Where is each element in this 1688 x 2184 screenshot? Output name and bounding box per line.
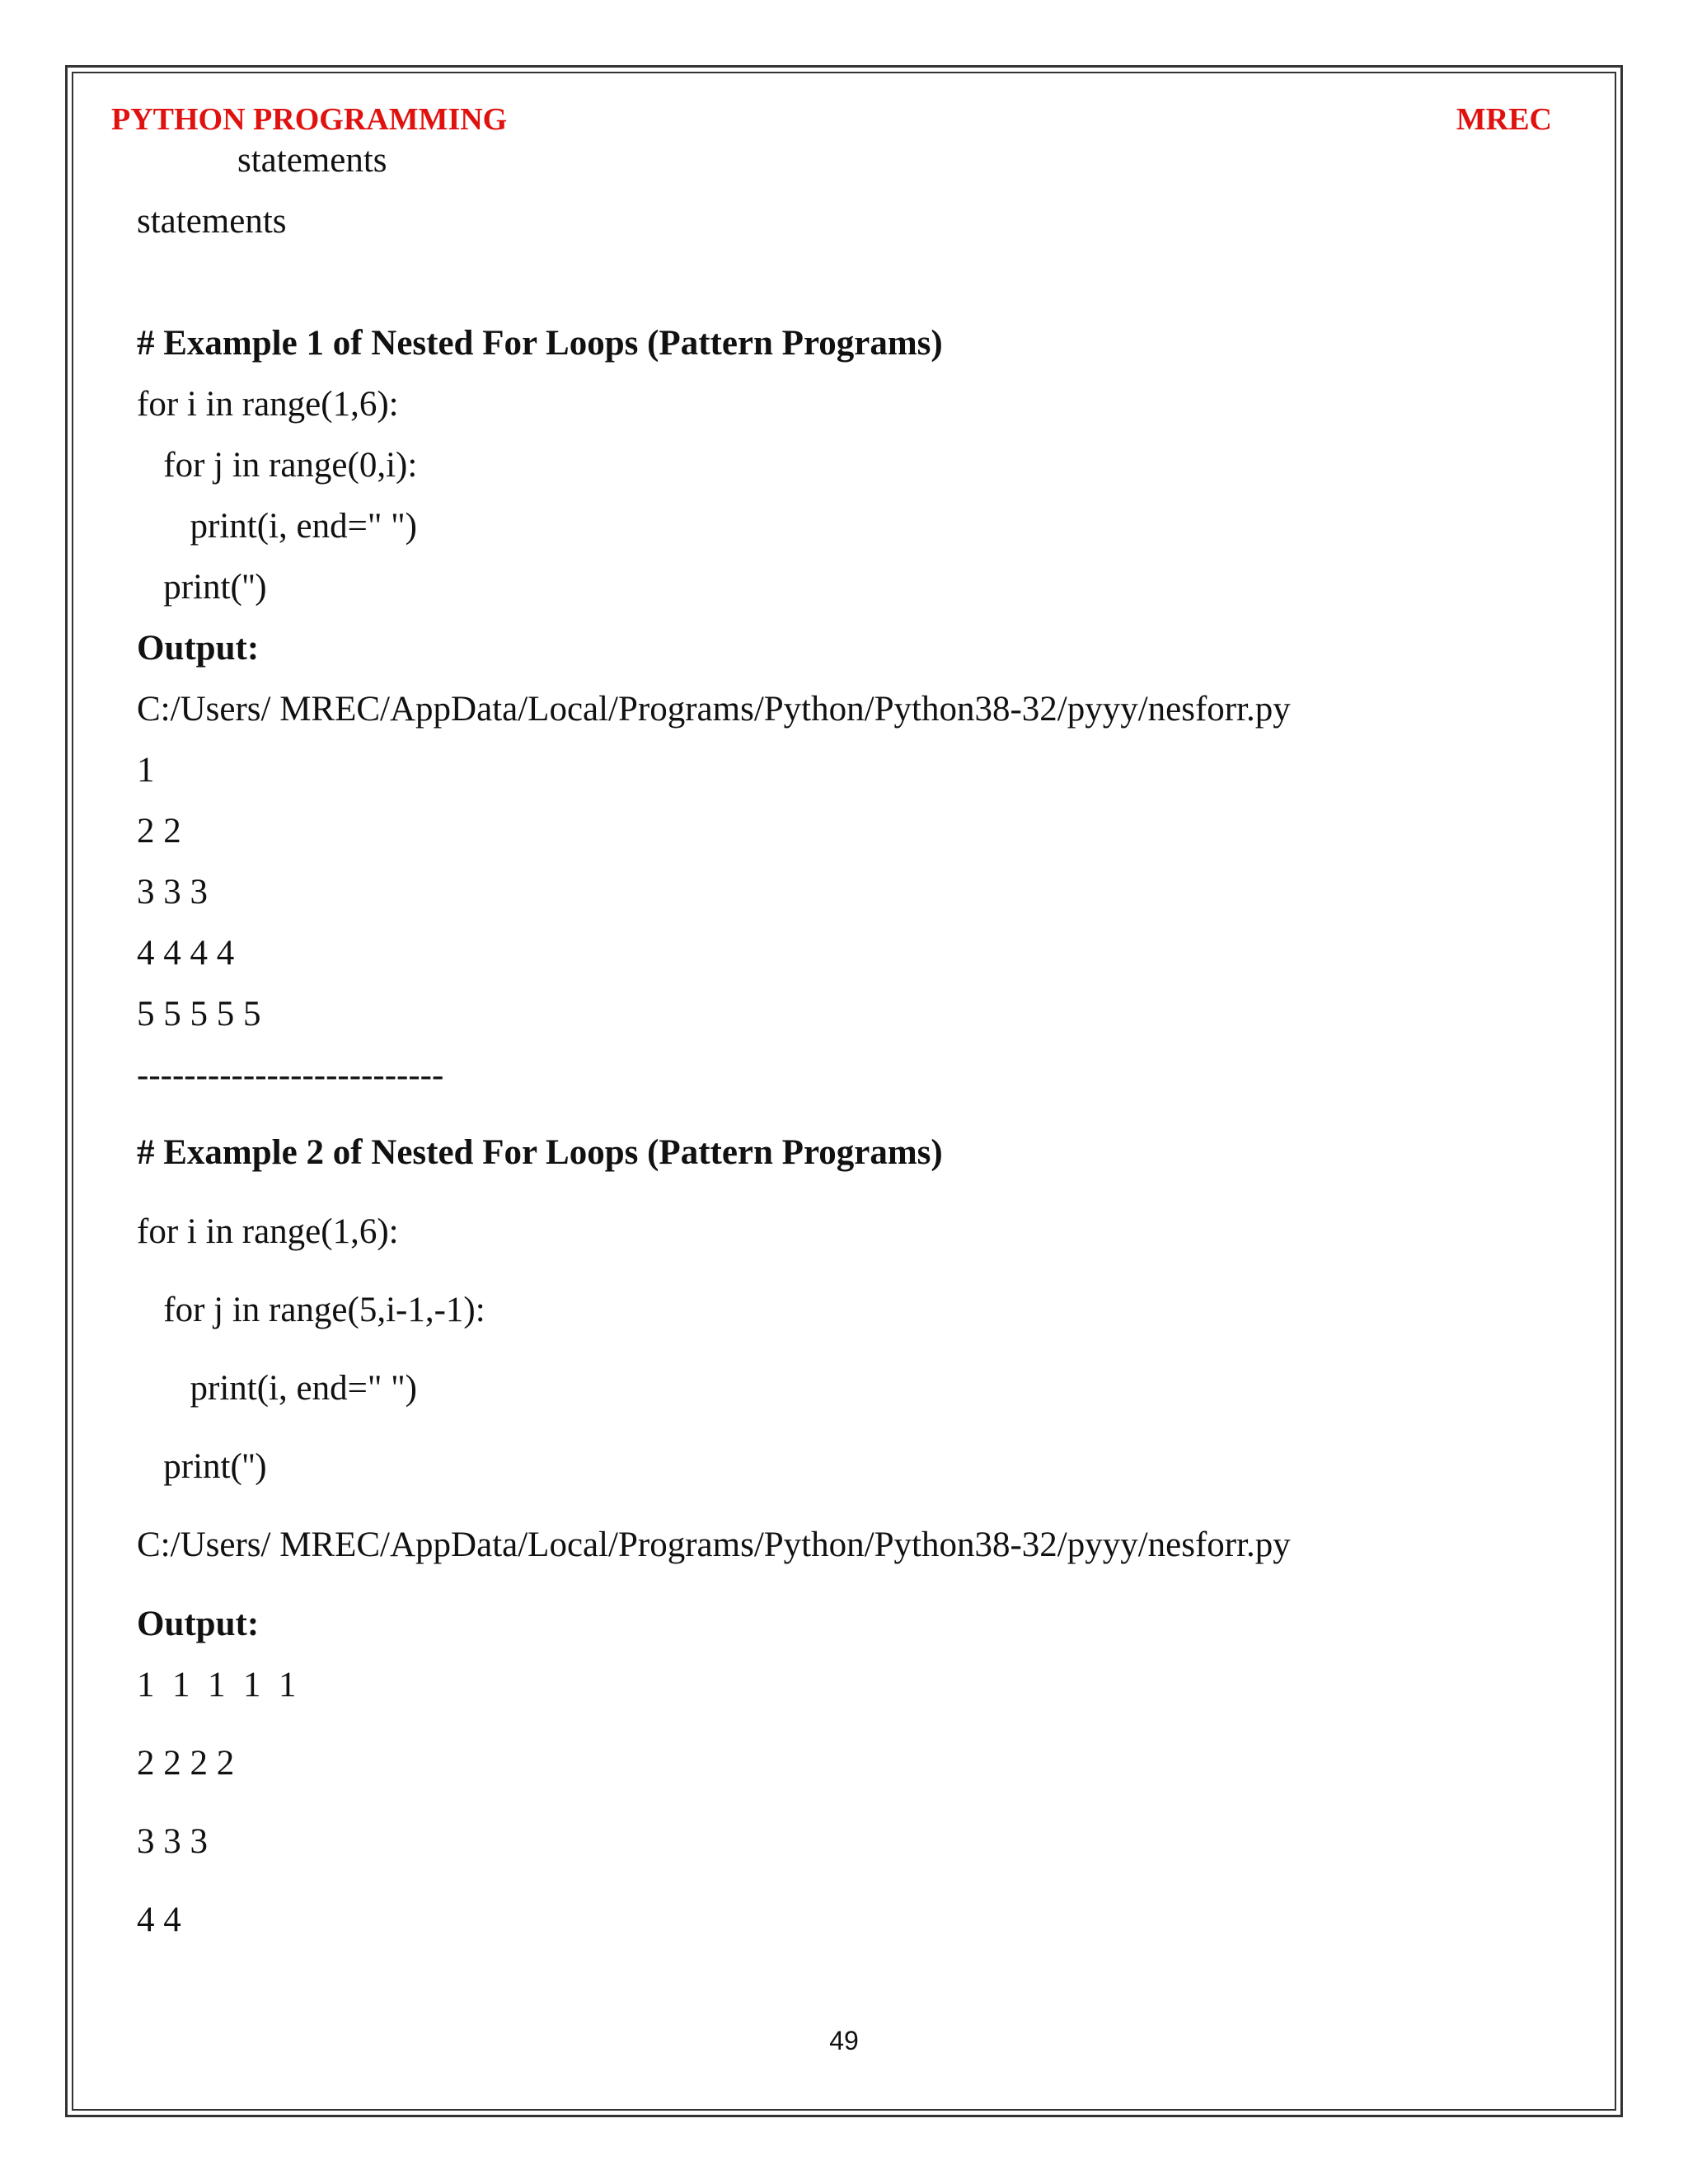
- example1-output-line: 2 2: [137, 812, 181, 851]
- example2-heading: # Example 2 of Nested For Loops (Pattern Programs): [137, 1133, 943, 1172]
- header-institution: MREC: [1456, 102, 1552, 137]
- example2-output-line: 4 4: [137, 1900, 181, 1939]
- example1-code-line: print(i, end=" "): [137, 507, 417, 546]
- page-number: 49: [829, 2026, 859, 2055]
- header-course-title: PYTHON PROGRAMMING: [111, 102, 508, 137]
- example1-output-label: Output:: [137, 629, 260, 668]
- example2-code-line: print(''): [137, 1447, 267, 1486]
- example1-output-line: 3 3 3: [137, 873, 208, 912]
- example2-file-path: C:/Users/ MREC/AppData/Local/Programs/Python/Python38-32/pyyy/nesforr.py: [137, 1526, 1291, 1564]
- top-statement: statements: [237, 141, 387, 180]
- separator-line: --------------------------: [137, 1056, 444, 1094]
- example2-code-line: for j in range(5,i-1,-1):: [137, 1291, 485, 1329]
- example1-output-line: 5 5 5 5 5: [137, 995, 261, 1033]
- example1-code-line: for j in range(0,i):: [137, 446, 418, 485]
- example1-output-line: 4 4 4 4: [137, 934, 235, 972]
- example1-heading: # Example 1 of Nested For Loops (Pattern Programs): [137, 324, 943, 363]
- example2-code-line: for i in range(1,6):: [137, 1212, 399, 1251]
- example2-output-line: 2 2 2 2: [137, 1744, 235, 1783]
- example1-code-line: print(''): [137, 568, 267, 607]
- example1-file-path: C:/Users/ MREC/AppData/Local/Programs/Python/Python38-32/pyyy/nesforr.py: [137, 690, 1291, 729]
- example1-output-line: 1: [137, 751, 155, 790]
- example2-output-line: 1 1 1 1 1: [137, 1666, 297, 1704]
- example2-code-line: print(i, end=" "): [137, 1369, 417, 1408]
- example1-code-line: for i in range(1,6):: [137, 385, 399, 424]
- example2-output-line: 3 3 3: [137, 1822, 208, 1861]
- statement-line: statements: [137, 202, 287, 241]
- example2-output-label: Output:: [137, 1605, 260, 1643]
